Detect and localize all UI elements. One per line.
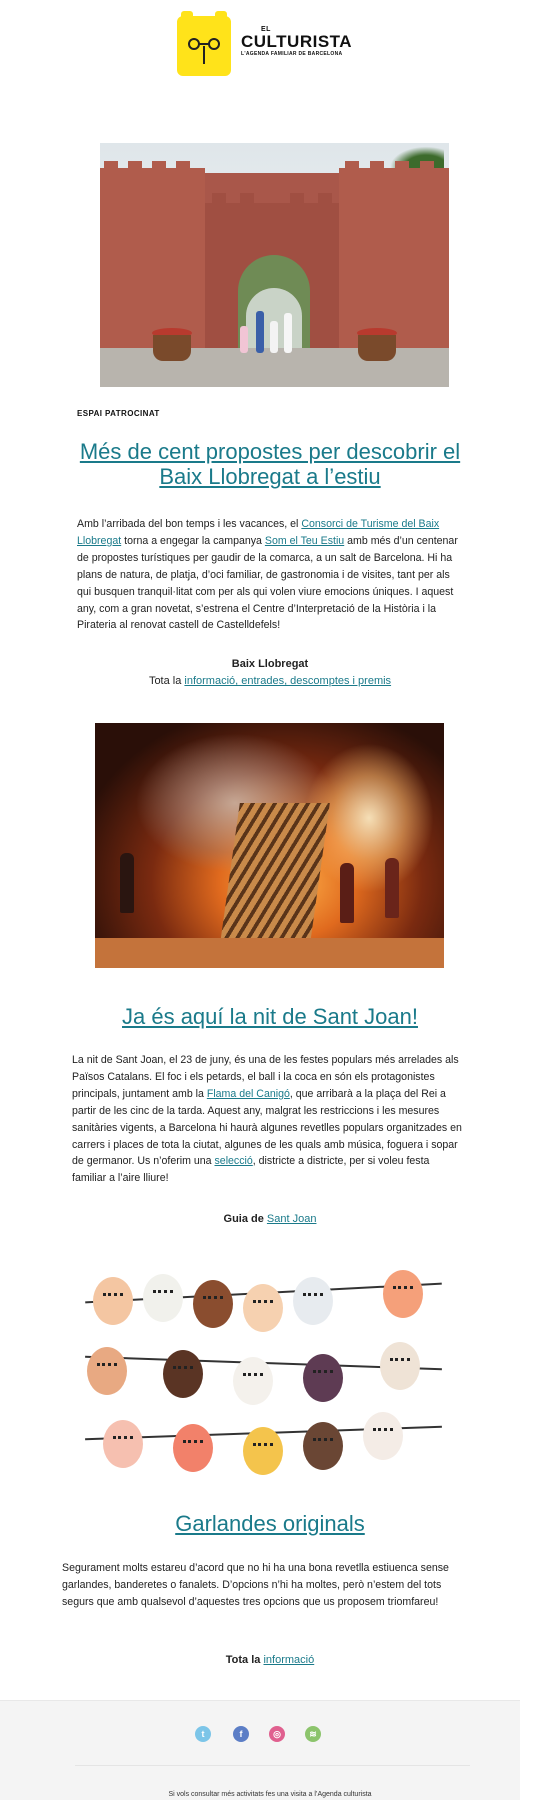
facebook-icon[interactable]: f xyxy=(233,1726,249,1742)
article3-body-text: Segurament molts estareu d’acord que no hi ha una bona revetlla estiuenca sense garlandes, banderetes o fanalets. D’opcions n’hi ha moltes, però n’estem del tots segurs que amb qualsevol d’aquestes tres opcions que us proposem triomfareu! xyxy=(62,1562,449,1608)
article2-inline-link[interactable]: Flama del Canigó xyxy=(206,1087,290,1100)
article2-inline-link[interactable]: selecció xyxy=(214,1155,253,1168)
article1-footer-line xyxy=(60,673,480,689)
article1-title[interactable]: Més de cent propostes per descobrir el Baix Llobregat a l’estiu xyxy=(79,439,461,489)
spotify-icon[interactable]: ≋ xyxy=(305,1726,321,1742)
footer-divider xyxy=(75,1765,470,1766)
article3-title[interactable]: Garlandes originals xyxy=(175,1511,365,1536)
article1-info-link[interactable]: informació, entrades, descomptes i premis xyxy=(184,675,392,687)
article3-footer-prefix: Tota la xyxy=(225,1654,264,1666)
footer-note: Si vols consultar més activitats fes una visita a l’Agenda culturista xyxy=(168,1791,372,1798)
article1-body-text: Amb l’arribada del bon temps i les vacances, el xyxy=(77,518,302,530)
article1-inline-link[interactable]: Som el Teu Estiu xyxy=(264,534,345,547)
sponsored-label: ESPAI PATROCINAT xyxy=(77,409,160,418)
article2-footer-prefix: Guia de xyxy=(223,1213,267,1225)
bear-logo-icon xyxy=(177,16,231,76)
castle-photo[interactable] xyxy=(100,143,449,387)
article2-body-text: La nit de Sant Joan, el 23 de juny, és una de les festes populars més arrelades als Països Catalans. El foc i els petards, el ball i la coca en són els protagonistes principals, juntament amb la xyxy=(72,1054,459,1100)
article2-body-text: , districte a districte, per si voleu festa familiar a l’aire lliure! xyxy=(72,1155,430,1185)
logo-el: EL xyxy=(261,26,271,33)
article3-body xyxy=(62,1560,464,1611)
twitter-icon[interactable]: t xyxy=(195,1726,211,1742)
article1-footer-prefix: Tota la xyxy=(148,675,185,687)
logo-tagline: L'AGENDA FAMILIAR DE BARCELONA xyxy=(241,51,343,57)
logo-name: CULTURISTA xyxy=(241,32,353,51)
article1-inline-link[interactable]: Consorci de Turisme del Baix Llobregat xyxy=(77,518,440,547)
article1-body-text: amb més d’un centenar de propostes turístiques per gaudir de la comarca, a un salt de Barcelona. Hi ha plans de natura, de platja, d’oci familiar, de gastronomia i de visites, tant per als qui busquen tranquil·litat com per als qui volen viure emocions úniques. I aquest any, com a gran novetat, s’estrena el Centre d’Interpretació de la Història i la Pirateria al renovat castell de Castelldefels! xyxy=(77,534,458,632)
footer xyxy=(0,1700,520,1800)
bonfire-photo[interactable] xyxy=(95,723,444,968)
article1-body-text: torna a engegar la campanya xyxy=(121,534,265,547)
culturista-logo[interactable] xyxy=(177,16,352,78)
article2-body-text: , que arribarà a la plaça del Rei a partir de les cinc de la tarda. Aquest any, malgrat les restriccions i les mesures sanitàries vigents, a Barcelona hi haurà algunes revetlles populars organitzades en carrers i places de tota la ciutat, algunes de les quals amb música, foguera i sopar de germanor. Us n’oferim una xyxy=(72,1087,462,1168)
instagram-icon[interactable]: ◎ xyxy=(269,1726,285,1742)
article2-body xyxy=(72,1052,464,1187)
article2-footer-line xyxy=(60,1211,480,1227)
article3-info-link[interactable]: informació xyxy=(263,1654,315,1666)
sant-joan-guide-link[interactable]: Sant Joan xyxy=(266,1213,317,1225)
article3-footer-line xyxy=(60,1652,480,1668)
article2-title[interactable]: Ja és aquí la nit de Sant Joan! xyxy=(122,1004,418,1029)
article1-body xyxy=(77,516,465,634)
garland-masks-illustration[interactable] xyxy=(85,1262,442,1482)
article1-footer-title: Baix Llobregat xyxy=(231,658,309,670)
